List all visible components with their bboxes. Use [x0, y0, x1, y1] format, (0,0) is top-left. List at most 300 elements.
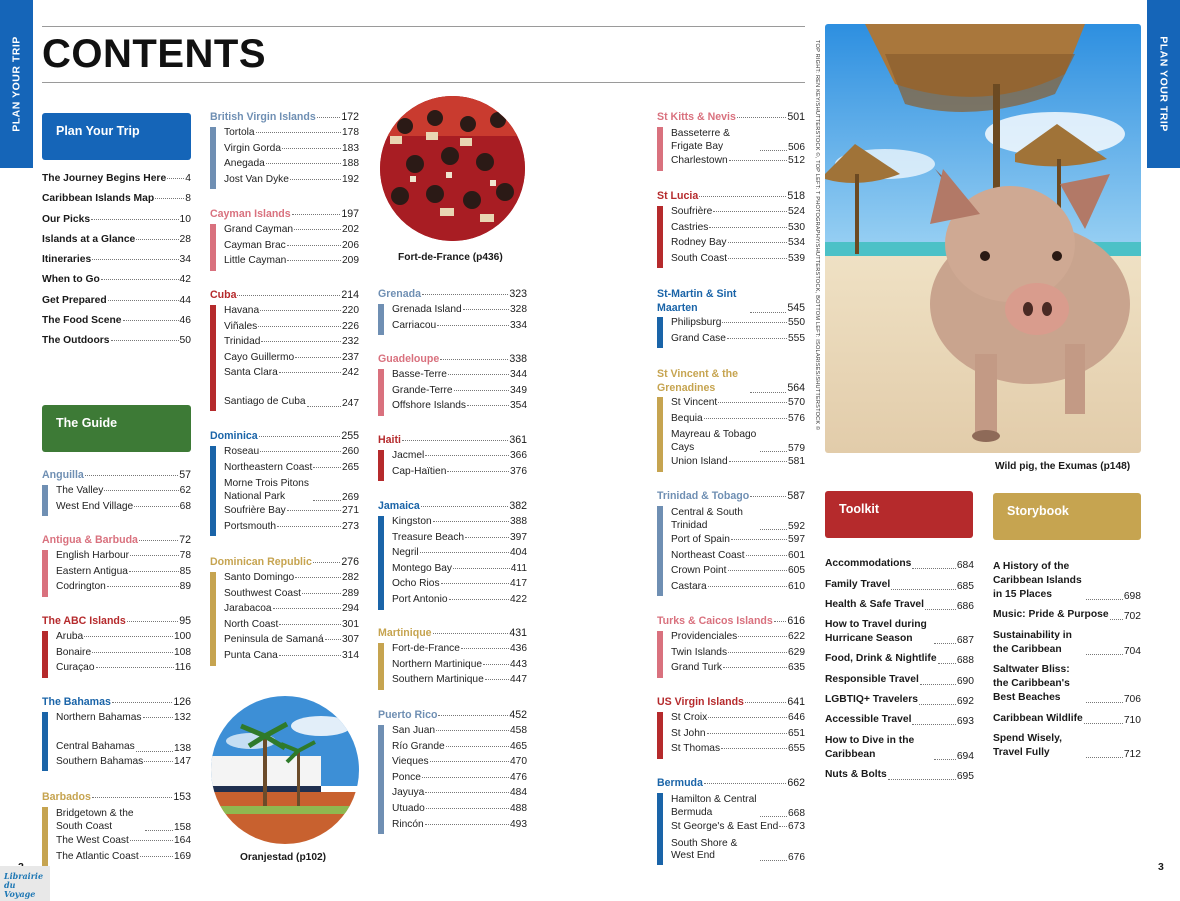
sub-item[interactable]	[224, 462, 359, 478]
toolkit-item[interactable]	[825, 731, 974, 765]
sub-item[interactable]	[224, 143, 359, 159]
sub-item-page: 247	[342, 397, 359, 409]
section-color-bar	[210, 305, 216, 411]
sub-item-page: 655	[788, 743, 805, 755]
section-name: Guadeloupe	[378, 353, 440, 365]
section-color-bar	[42, 712, 48, 771]
sub-item[interactable]	[671, 534, 805, 550]
sub-item-page: 271	[342, 505, 359, 517]
item-page: 698	[1123, 590, 1141, 602]
sub-item-page: 273	[342, 520, 359, 532]
section-heading[interactable]	[210, 430, 359, 446]
guide-section	[378, 627, 527, 690]
section-heading[interactable]	[657, 615, 805, 631]
section-items	[378, 516, 527, 610]
guide-section	[210, 430, 359, 536]
sub-item-page: 610	[788, 580, 805, 592]
dot-leader	[294, 229, 341, 230]
sub-item[interactable]	[671, 662, 805, 678]
storybook-item[interactable]	[993, 606, 1141, 627]
dot-leader	[130, 840, 173, 841]
storybook-list	[993, 557, 1141, 764]
dot-leader	[718, 402, 787, 403]
sub-item[interactable]	[56, 851, 191, 867]
sub-item-page: 116	[174, 662, 191, 674]
sub-item[interactable]	[392, 304, 527, 320]
section-item-list	[224, 224, 359, 271]
sub-item-label: Negril	[392, 547, 419, 559]
toolkit-box: Toolkit	[825, 491, 973, 538]
dot-leader	[287, 245, 341, 246]
dot-leader	[425, 824, 509, 825]
sub-item[interactable]	[392, 659, 527, 675]
sub-item[interactable]	[392, 320, 527, 336]
dot-leader	[453, 568, 510, 569]
plan-item[interactable]	[42, 274, 191, 294]
sub-item[interactable]	[56, 485, 191, 501]
sub-item-page: 651	[788, 727, 805, 739]
guide-section	[657, 367, 805, 472]
section-heading[interactable]	[657, 287, 805, 317]
sub-item[interactable]	[392, 741, 527, 757]
section-heading[interactable]	[210, 556, 359, 572]
sub-item[interactable]	[224, 446, 359, 462]
sub-item-page: 601	[788, 549, 805, 561]
toolkit-item[interactable]	[825, 555, 974, 575]
sub-item-page: 376	[510, 465, 527, 477]
dot-leader	[290, 179, 341, 180]
sub-item-page: 307	[342, 634, 359, 646]
sub-item[interactable]	[224, 505, 359, 521]
sub-item[interactable]	[671, 222, 805, 238]
plan-item[interactable]	[42, 335, 191, 355]
sub-item[interactable]	[671, 456, 805, 472]
section-heading[interactable]	[657, 777, 805, 793]
plan-list	[42, 173, 191, 356]
sub-item[interactable]	[56, 662, 191, 678]
sub-item[interactable]	[56, 728, 191, 756]
guide-section	[657, 490, 805, 596]
sub-item-label: St Vincent	[671, 397, 718, 408]
sub-item[interactable]	[56, 807, 191, 835]
sub-item-label: Havana	[224, 305, 260, 316]
section-heading[interactable]	[657, 367, 805, 397]
sub-item-page: 570	[788, 397, 805, 408]
sub-item-page: 366	[510, 450, 527, 461]
sub-item[interactable]	[671, 428, 805, 456]
dot-leader	[731, 539, 787, 540]
sub-item[interactable]	[224, 367, 359, 383]
sub-item[interactable]	[671, 793, 805, 821]
section-heading[interactable]	[657, 111, 805, 127]
storybook-item[interactable]	[993, 557, 1141, 606]
dot-leader	[261, 341, 341, 342]
section-items	[210, 305, 359, 411]
dot-leader	[96, 667, 174, 668]
sub-item[interactable]	[224, 650, 359, 666]
sub-item-page: 458	[510, 725, 527, 736]
plan-item[interactable]	[42, 214, 191, 234]
sub-item[interactable]	[671, 237, 805, 253]
section-items	[657, 206, 805, 268]
section-item-list	[56, 550, 191, 597]
sub-item[interactable]	[671, 581, 805, 597]
sub-item-page: 314	[342, 649, 359, 661]
guide-section	[657, 615, 805, 678]
toolkit-item[interactable]	[825, 766, 974, 786]
section-page: 587	[787, 490, 805, 502]
sub-item[interactable]	[224, 127, 359, 143]
sub-item-page: 108	[174, 646, 191, 658]
sub-item-label: Codrington	[56, 581, 106, 593]
sub-item[interactable]	[671, 397, 805, 413]
section-item-list	[224, 127, 359, 189]
dot-leader	[779, 826, 787, 827]
plan-item[interactable]	[42, 173, 191, 193]
section-item-list	[671, 397, 805, 472]
plan-item[interactable]	[42, 315, 191, 335]
sub-item[interactable]	[392, 369, 527, 385]
sub-item[interactable]	[671, 127, 805, 155]
plan-item[interactable]	[42, 234, 191, 254]
dot-leader	[130, 555, 179, 556]
sub-item[interactable]	[392, 547, 527, 563]
section-name: Puerto Rico	[378, 709, 438, 721]
section-heading[interactable]	[210, 289, 359, 305]
item-page: 692	[956, 696, 974, 708]
dot-leader	[760, 860, 787, 861]
section-heading[interactable]	[210, 111, 359, 127]
dot-leader	[295, 577, 341, 578]
section-page: 431	[509, 627, 527, 639]
sub-item[interactable]	[671, 837, 805, 865]
sub-item[interactable]	[392, 787, 527, 803]
dot-leader	[144, 761, 173, 762]
dot-leader	[704, 418, 787, 419]
sub-item-label: Southwest Coast	[224, 587, 302, 599]
dot-leader	[155, 198, 184, 199]
toolkit-item[interactable]	[825, 596, 974, 616]
sub-item[interactable]	[392, 803, 527, 819]
section-color-bar	[210, 224, 216, 271]
sub-item[interactable]	[671, 728, 805, 744]
sub-item[interactable]	[56, 550, 191, 566]
dot-leader	[934, 643, 956, 644]
toolkit-item[interactable]	[825, 616, 974, 650]
sub-item[interactable]	[392, 532, 527, 548]
item-label: Food, Drink & Nightlife	[825, 653, 937, 665]
section-heading[interactable]	[42, 791, 191, 807]
dot-leader	[295, 357, 341, 358]
dot-leader	[485, 679, 509, 680]
sub-item-page: 282	[342, 572, 359, 583]
section-name: Grenada	[378, 288, 421, 300]
sub-item[interactable]	[56, 712, 191, 728]
caption-oranjestad: Oranjestad (p102)	[240, 852, 327, 863]
sub-item-page: 78	[179, 550, 191, 561]
sub-item-page: 68	[179, 500, 191, 512]
sub-item[interactable]	[56, 631, 191, 647]
section-heading[interactable]	[378, 288, 527, 304]
dot-leader	[277, 526, 341, 527]
guide-section	[378, 353, 527, 416]
sub-item-label: Rincón	[392, 818, 424, 830]
item-page: 688	[956, 655, 974, 667]
sub-item-page: 581	[788, 456, 805, 468]
toolkit-item[interactable]	[825, 711, 974, 731]
sub-item[interactable]	[224, 158, 359, 174]
section-items	[657, 397, 805, 472]
section-heading[interactable]	[378, 500, 527, 516]
section-heading[interactable]	[210, 208, 359, 224]
sub-item[interactable]	[671, 253, 805, 269]
dot-leader	[760, 529, 787, 530]
sub-item[interactable]	[671, 155, 805, 171]
section-heading[interactable]	[42, 469, 191, 485]
sub-item[interactable]	[671, 647, 805, 663]
sub-item[interactable]	[671, 506, 805, 534]
sub-item[interactable]	[671, 206, 805, 222]
sub-item[interactable]	[671, 550, 805, 566]
sub-item-page: 147	[174, 755, 191, 767]
dot-leader	[728, 258, 787, 259]
section-heading[interactable]	[42, 534, 191, 550]
sub-item[interactable]	[224, 240, 359, 256]
toolkit-item[interactable]	[825, 650, 974, 670]
item-page: 695	[956, 770, 974, 782]
sub-item[interactable]	[671, 712, 805, 728]
dot-leader	[750, 496, 786, 497]
section-items	[657, 712, 805, 759]
sub-item-label: Mayreau & Tobago Cays	[671, 429, 757, 453]
plan-item-label: The Outdoors	[42, 335, 110, 347]
sub-item[interactable]	[224, 603, 359, 619]
dot-leader	[92, 652, 173, 653]
section-name: The Bahamas	[42, 696, 111, 708]
sub-item-page: 493	[510, 818, 527, 830]
dot-leader	[1086, 702, 1123, 703]
section-items	[42, 631, 191, 678]
sub-item[interactable]	[392, 772, 527, 788]
toolkit-item[interactable]	[825, 670, 974, 690]
sub-item-page: 436	[510, 643, 527, 654]
sub-item-page: 447	[510, 674, 527, 686]
sub-item[interactable]	[671, 413, 805, 429]
sub-item-page: 289	[342, 587, 359, 599]
sub-item[interactable]	[224, 321, 359, 337]
storybook-item[interactable]	[993, 730, 1141, 765]
sub-item[interactable]	[56, 647, 191, 663]
item-label: Music: Pride & Purpose	[993, 609, 1109, 620]
page-number-right: 3	[1158, 861, 1164, 873]
sub-item[interactable]	[392, 385, 527, 401]
storybook-item[interactable]	[993, 709, 1141, 730]
sub-item[interactable]	[392, 674, 527, 690]
sub-item[interactable]	[671, 565, 805, 581]
sub-item[interactable]	[392, 643, 527, 659]
section-items	[378, 369, 527, 416]
section-heading[interactable]	[378, 627, 527, 643]
section-heading[interactable]	[657, 490, 805, 506]
section-name: Turks & Caicos Islands	[657, 615, 773, 627]
dot-leader	[145, 830, 173, 831]
sub-item-label: Río Grande	[392, 740, 445, 752]
sub-item[interactable]	[392, 594, 527, 610]
sub-item-page: 576	[788, 412, 805, 424]
sub-item-page: 417	[510, 578, 527, 590]
sub-item[interactable]	[224, 619, 359, 635]
dot-leader	[422, 294, 508, 295]
storybook-item[interactable]	[993, 661, 1141, 710]
toolkit-item[interactable]	[825, 691, 974, 711]
guide-section	[657, 190, 805, 268]
sub-item[interactable]	[224, 634, 359, 650]
plan-item[interactable]	[42, 295, 191, 315]
sub-item[interactable]	[224, 352, 359, 368]
sub-item[interactable]	[224, 588, 359, 604]
dot-leader	[426, 808, 509, 809]
section-name: St-Martin & Sint Maarten	[657, 288, 737, 314]
sub-item-label: Basseterre & Frigate Bay	[671, 128, 730, 152]
sub-item[interactable]	[392, 725, 527, 741]
sub-item[interactable]	[671, 821, 805, 837]
sub-item[interactable]	[224, 224, 359, 240]
sub-item-page: 100	[174, 631, 191, 642]
item-label: Family Travel	[825, 578, 891, 590]
sub-item-label: Grand Case	[671, 332, 726, 344]
side-tab-left	[0, 0, 33, 168]
sub-item-label: St Thomas	[671, 743, 721, 755]
dot-leader	[729, 160, 787, 161]
top-rule	[42, 26, 805, 27]
section-color-bar	[378, 643, 384, 690]
sub-item[interactable]	[392, 756, 527, 772]
sub-item-label: Grenada Island	[392, 304, 462, 315]
sub-item-page: 605	[788, 565, 805, 577]
sub-item[interactable]	[671, 743, 805, 759]
sub-item[interactable]	[224, 572, 359, 588]
sub-item-page: 89	[179, 581, 191, 593]
sub-item[interactable]	[224, 383, 359, 411]
dot-leader	[108, 300, 179, 301]
sub-item-label: Cayman Brac	[224, 239, 286, 251]
sub-item-label: Virgin Gorda	[224, 142, 282, 154]
sub-item[interactable]	[392, 450, 527, 466]
sub-item-page: 470	[510, 756, 527, 768]
sub-item[interactable]	[224, 174, 359, 190]
section-heading[interactable]	[657, 696, 805, 712]
item-label: LGBTIQ+ Travelers	[825, 694, 918, 706]
section-item-list	[56, 631, 191, 678]
dot-leader	[111, 340, 179, 341]
section-page: 197	[341, 208, 359, 220]
sub-item[interactable]	[671, 333, 805, 349]
section-items	[210, 127, 359, 189]
dot-leader	[258, 326, 341, 327]
sub-item[interactable]	[224, 336, 359, 352]
section-name: British Virgin Islands	[210, 111, 316, 123]
item-page: 686	[956, 600, 974, 612]
item-page: 706	[1123, 694, 1141, 705]
section-heading[interactable]	[378, 353, 527, 369]
sub-item-label: St George's & East End	[671, 821, 779, 832]
section-name: Dominica	[210, 430, 258, 442]
sub-item-label: St John	[671, 727, 706, 739]
sub-item-label: Santa Clara	[224, 367, 278, 379]
plan-item[interactable]	[42, 254, 191, 274]
sub-item[interactable]	[56, 566, 191, 582]
guide-section	[657, 287, 805, 348]
section-name: Cayman Islands	[210, 208, 291, 220]
plan-item-label: Itineraries	[42, 254, 92, 266]
sub-item-label: Punta Cana	[224, 649, 278, 661]
sub-item-page: 484	[510, 787, 527, 799]
sub-item-label: Anegada	[224, 158, 265, 170]
plan-item[interactable]	[42, 193, 191, 213]
sub-item[interactable]	[56, 756, 191, 772]
dot-leader	[433, 633, 509, 634]
sub-item[interactable]	[224, 305, 359, 321]
section-heading[interactable]	[378, 434, 527, 450]
sub-item[interactable]	[671, 317, 805, 333]
section-heading[interactable]	[42, 615, 191, 631]
sub-item[interactable]	[56, 501, 191, 517]
section-heading[interactable]	[657, 190, 805, 206]
sub-item[interactable]	[224, 255, 359, 271]
plan-item-label: Caribbean Islands Map	[42, 193, 155, 205]
section-page: 95	[179, 615, 191, 627]
dot-leader	[707, 733, 787, 734]
side-tab-label: PLAN YOUR TRIP	[1157, 36, 1170, 132]
sub-item-page: 301	[342, 618, 359, 630]
sub-item-label: Ponce	[392, 771, 421, 783]
storybook-item[interactable]	[993, 626, 1141, 661]
sub-item-page: 592	[788, 521, 805, 532]
sub-item[interactable]	[392, 563, 527, 579]
dot-leader	[722, 322, 787, 323]
section-color-bar	[378, 450, 384, 481]
dot-leader	[143, 717, 173, 718]
sub-item[interactable]	[392, 516, 527, 532]
guide-section	[210, 556, 359, 666]
section-heading[interactable]	[378, 709, 527, 725]
sub-item[interactable]	[392, 578, 527, 594]
section-page: 172	[341, 111, 359, 123]
section-page: 501	[787, 111, 805, 123]
section-heading[interactable]	[42, 696, 191, 712]
item-page: 684	[956, 560, 974, 572]
dot-leader	[129, 571, 179, 572]
sub-item[interactable]	[56, 835, 191, 851]
sub-item[interactable]	[671, 631, 805, 647]
sub-item[interactable]	[392, 819, 527, 835]
sub-item[interactable]	[392, 466, 527, 482]
sub-item[interactable]	[392, 400, 527, 416]
section-color-bar	[210, 572, 216, 666]
sub-item[interactable]	[56, 581, 191, 597]
section-item-list	[671, 506, 805, 596]
toolkit-item[interactable]	[825, 575, 974, 595]
sub-item-label: Soufrière	[671, 206, 713, 217]
dot-leader	[463, 309, 509, 310]
sub-item[interactable]	[224, 521, 359, 537]
sub-item[interactable]	[224, 477, 359, 505]
sub-item-label: Union Island	[671, 456, 728, 468]
sub-item-page: 668	[788, 808, 805, 819]
dot-leader	[760, 451, 787, 452]
guide-section	[378, 500, 527, 610]
item-page: 687	[956, 635, 974, 647]
